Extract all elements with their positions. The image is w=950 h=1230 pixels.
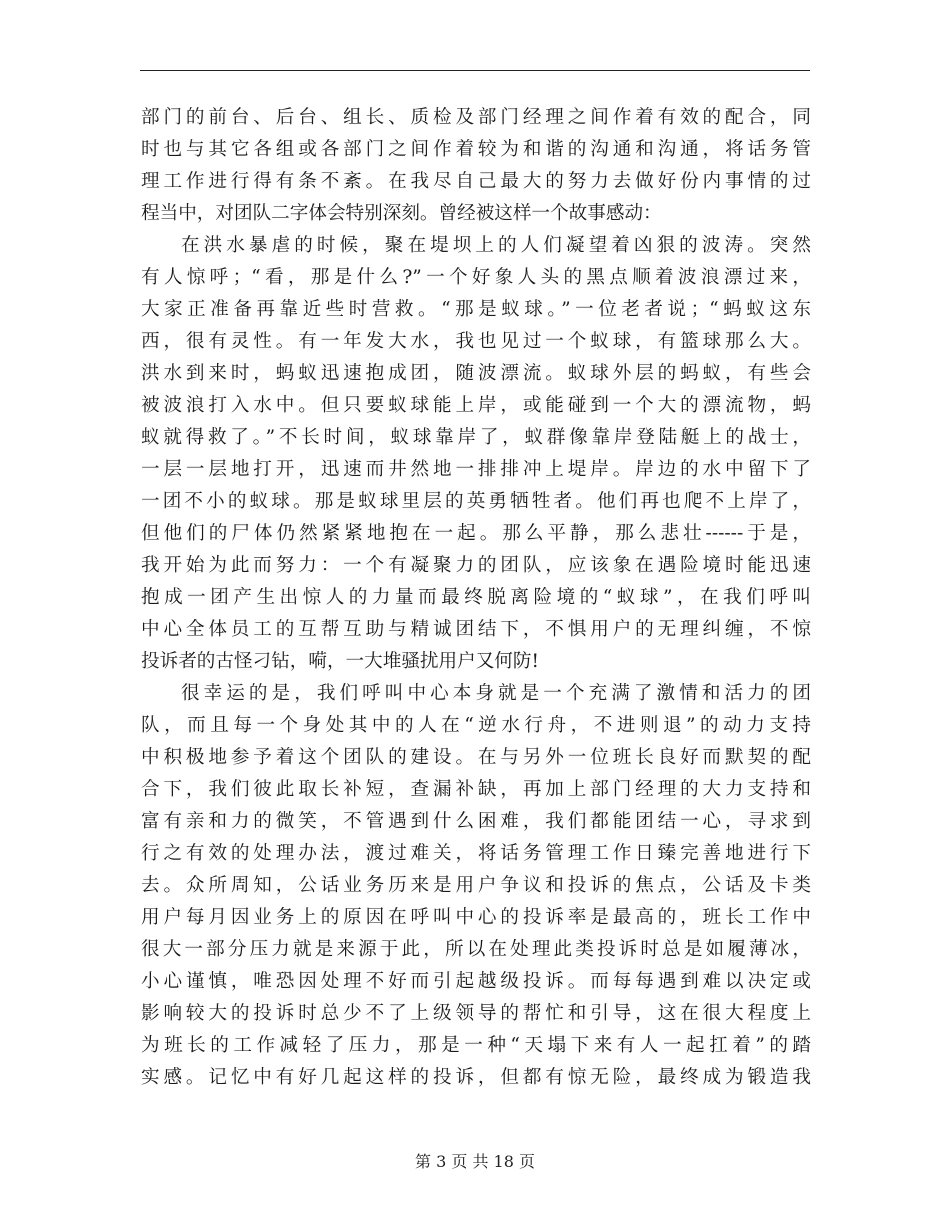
page-number-label: 第 3 页 共 18 页 (415, 1152, 535, 1171)
text-line: 合下，我们彼此取长补短，查漏补缺，再加上部门经理的大力支持和 (141, 779, 811, 800)
text-line: 我开始为此而努力：一个有凝聚力的团队，应该象在遇险境时能迅速 (141, 555, 811, 576)
text-line: 很大一部分压力就是来源于此，所以在处理此类投诉时总是如履薄冰， (141, 939, 811, 960)
text-line: 大家正准备再靠近些时营救。“那是蚁球。”一位老者说；“蚂蚁这东 (141, 299, 811, 320)
text-line: 但他们的尸体仍然紧紧地抱在一起。那么平静，那么悲壮------于是， (141, 523, 811, 544)
text-line: 很幸运的是，我们呼叫中心本身就是一个充满了激情和活力的团 (181, 683, 811, 704)
text-line: 时也与其它各组或各部门之间作着较为和谐的沟通和沟通，将话务管 (141, 139, 811, 160)
text-line: 西，很有灵性。有一年发大水，我也见过一个蚁球，有篮球那么大。 (141, 331, 811, 352)
text-line: 影响较大的投诉时总少不了上级领导的帮忙和引导，这在很大程度上 (141, 1003, 811, 1024)
text-line: 被波浪打入水中。但只要蚁球能上岸，或能碰到一个大的漂流物，蚂 (141, 395, 811, 416)
text-line: 部门的前台、后台、组长、质检及部门经理之间作着有效的配合，同 (141, 107, 811, 128)
text-line: 队，而且每一个身处其中的人在“逆水行舟，不进则退”的动力支持 (141, 715, 811, 736)
text-line: 抱成一团产生出惊人的力量而最终脱离险境的“蚁球”，在我们呼叫 (141, 587, 811, 608)
text-line: 程当中，对团队二字体会特别深刻。曾经被这样一个故事感动： (141, 203, 662, 224)
text-line: 有人惊呼；“看，那是什么?”一个好象人头的黑点顺着波浪漂过来， (141, 267, 811, 288)
text-line: 行之有效的处理办法，渡过难关，将话务管理工作日臻完善地进行下 (141, 843, 811, 864)
text-line: 为班长的工作减轻了压力，那是一种“天塌下来有人一起扛着”的踏 (141, 1035, 811, 1056)
text-line: 中心全体员工的互帮互助与精诚团结下，不惧用户的无理纠缠，不惊 (141, 619, 811, 640)
body-text (141, 102, 811, 1094)
page-footer (0, 1150, 950, 1174)
text-line: 投诉者的古怪刁钻，嗬，一大堆骚扰用户又何防! (141, 651, 539, 672)
text-line: 去。众所周知，公话业务历来是用户争议和投诉的焦点，公话及卡类 (141, 875, 811, 896)
header-rule (140, 70, 810, 71)
text-line: 洪水到来时，蚂蚁迅速抱成团，随波漂流。蚁球外层的蚂蚁，有些会 (141, 363, 811, 384)
text-line: 一层一层地打开，迅速而井然地一排排冲上堤岸。岸边的水中留下了 (141, 459, 811, 480)
text-line: 蚁就得救了。”不长时间，蚁球靠岸了，蚁群像靠岸登陆艇上的战士， (141, 427, 811, 448)
text-line: 一团不小的蚁球。那是蚁球里层的英勇牺牲者。他们再也爬不上岸了， (141, 491, 811, 512)
text-line: 小心谨慎，唯恐因处理不好而引起越级投诉。而每每遇到难以决定或 (141, 971, 811, 992)
text-line: 中积极地参予着这个团队的建设。在与另外一位班长良好而默契的配 (141, 747, 811, 768)
text-line: 理工作进行得有条不紊。在我尽自己最大的努力去做好份内事情的过 (141, 171, 811, 192)
text-line: 在洪水暴虐的时候，聚在堤坝上的人们凝望着凶狠的波涛。突然 (181, 235, 811, 256)
text-line: 富有亲和力的微笑，不管遇到什么困难，我们都能团结一心，寻求到 (141, 811, 811, 832)
text-line: 用户每月因业务上的原因在呼叫中心的投诉率是最高的，班长工作中 (141, 907, 811, 928)
text-line: 实感。记忆中有好几起这样的投诉，但都有惊无险，最终成为锻造我 (141, 1067, 811, 1088)
